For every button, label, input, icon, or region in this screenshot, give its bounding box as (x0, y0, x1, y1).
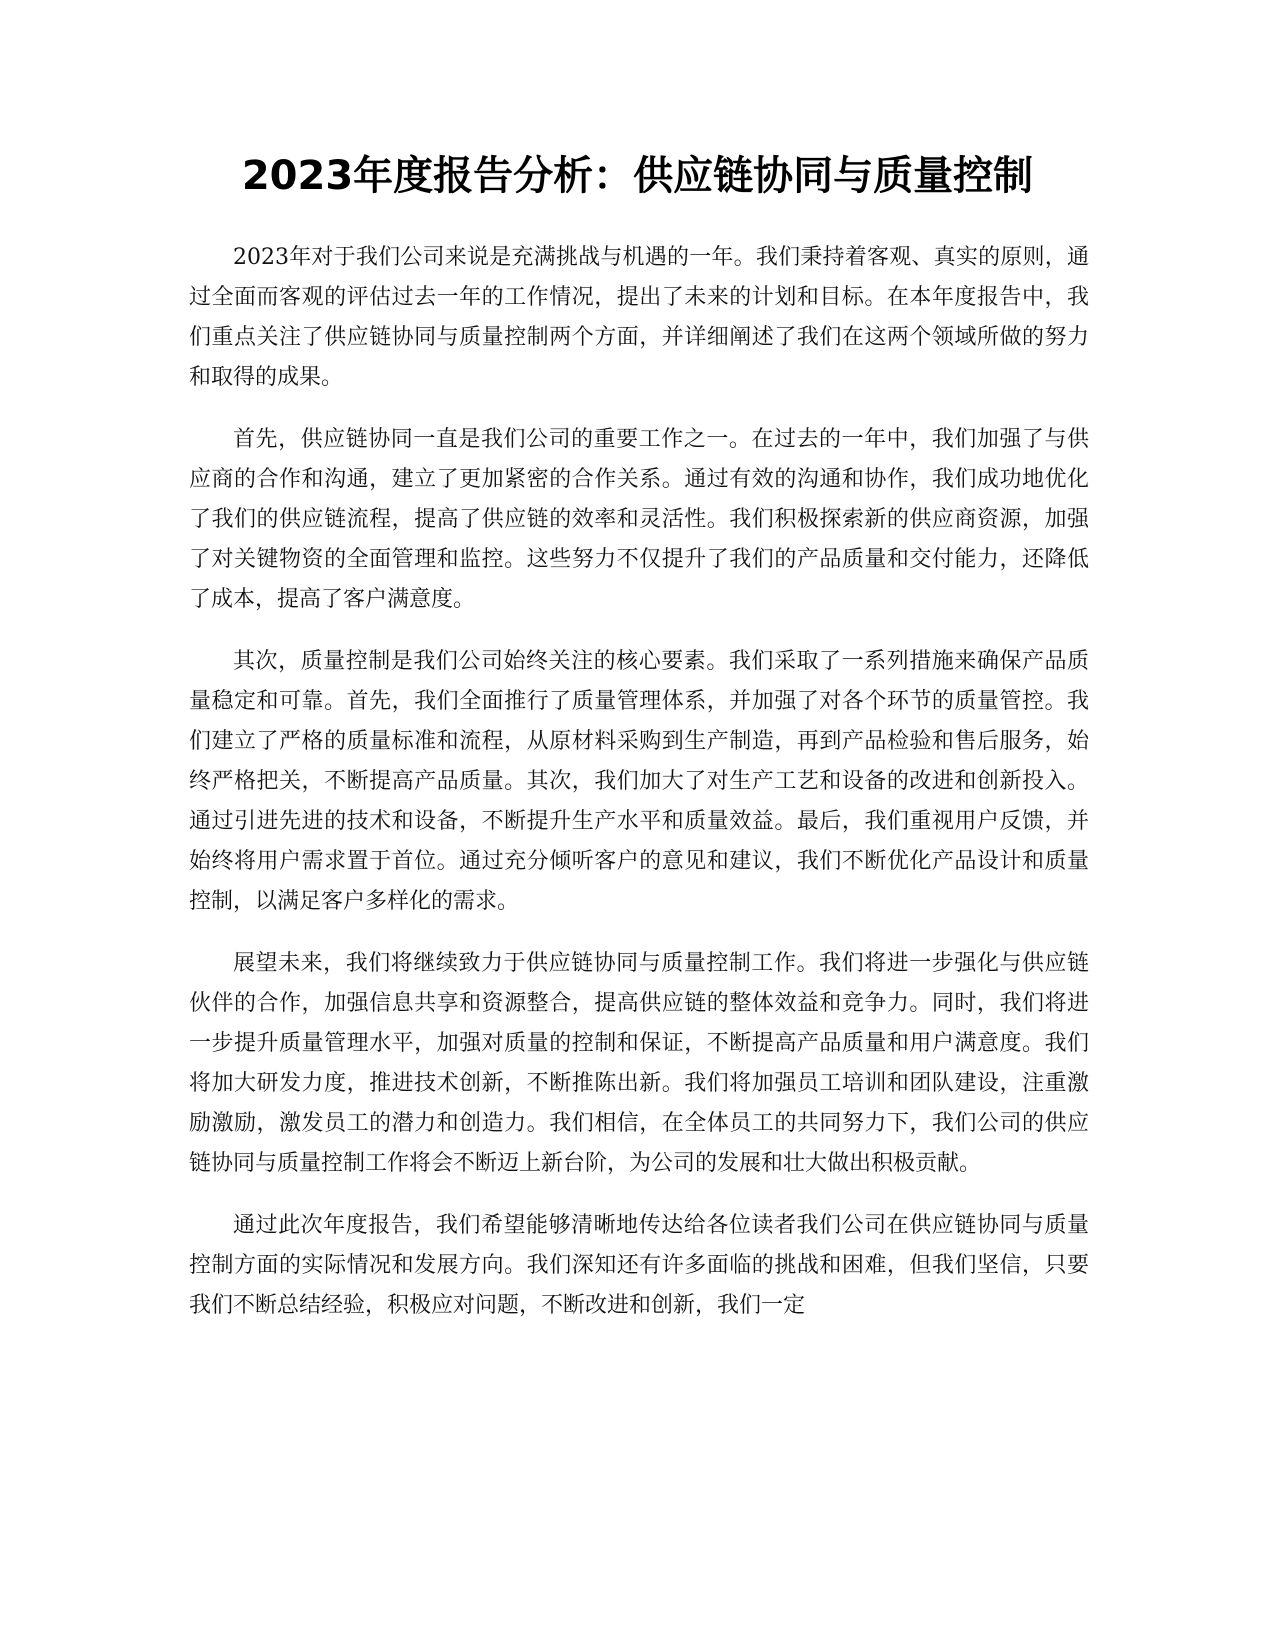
paragraph-quality-control: 其次，质量控制是我们公司始终关注的核心要素。我们采取了一系列措施来确保产品质量稳定和可靠。首先，我们全面推行了质量管理体系，并加强了对各个环节的质量管控。我们建立了严格的质量标准和流程，从原材料采购到生产制造，再到产品检验和售后服务，始终严格把关，不断提高产品质量。其次，我们加大了对生产工艺和设备的改进和创新投入。通过引进先进的技术和设备，不断提升生产水平和质量效益。最后，我们重视用户反馈，并始终将用户需求置于首位。通过充分倾听客户的意见和建议，我们不断优化产品设计和质量控制，以满足客户多样化的需求。 (189, 649, 1089, 914)
paragraph-supply-chain: 首先，供应链协同一直是我们公司的重要工作之一。在过去的一年中，我们加强了与供应商的合作和沟通，建立了更加紧密的合作关系。通过有效的沟通和协作，我们成功地优化了我们的供应链流程，提高了供应链的效率和灵活性。我们积极探索新的供应商资源，加强了对关键物资的全面管理和监控。这些努力不仅提升了我们的产品质量和交付能力，还降低了成本，提高了客户满意度。 (189, 427, 1089, 612)
document-body (189, 238, 1089, 1348)
paragraph-conclusion: 通过此次年度报告，我们希望能够清晰地传达给各位读者我们公司在供应链协同与质量控制方面的实际情况和发展方向。我们深知还有许多面临的挑战和困难，但我们坚信，只要我们不断总结经验，积极应对问题，不断改进和创新，我们一定 (189, 1213, 1089, 1318)
paragraph-outlook: 展望未来，我们将继续致力于供应链协同与质量控制工作。我们将进一步强化与供应链伙伴的合作，加强信息共享和资源整合，提高供应链的整体效益和竞争力。同时，我们将进一步提升质量管理水平，加强对质量的控制和保证，不断提高产品质量和用户满意度。我们将加大研发力度，推进技术创新，不断推陈出新。我们将加强员工培训和团队建设，注重激励激励，激发员工的潜力和创造力。我们相信，在全体员工的共同努力下，我们公司的供应链协同与质量控制工作将会不断迈上新台阶，为公司的发展和壮大做出积极贡献。 (189, 951, 1089, 1176)
document-title: 2023年度报告分析：供应链协同与质量控制 (241, 153, 1034, 199)
paragraph-intro: 2023年对于我们公司来说是充满挑战与机遇的一年。我们秉持着客观、真实的原则，通过全面而客观的评估过去一年的工作情况，提出了未来的计划和目标。在本年度报告中，我们重点关注了供应链协同与质量控制两个方面，并详细阐述了我们在这两个领域所做的努力和取得的成果。 (189, 245, 1089, 390)
